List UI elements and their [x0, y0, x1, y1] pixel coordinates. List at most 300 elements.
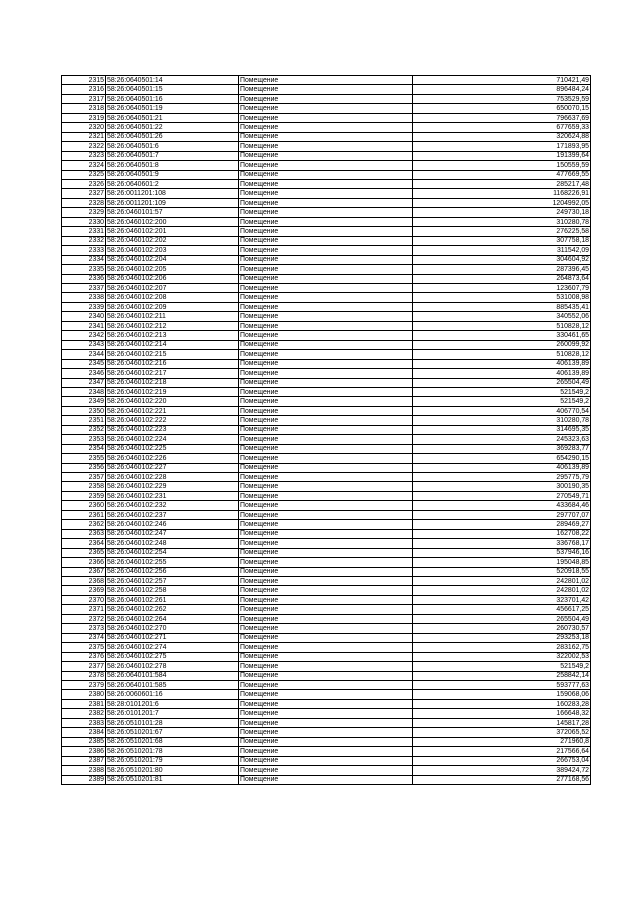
object-type: Помещение — [239, 577, 413, 586]
object-type: Помещение — [239, 775, 413, 784]
object-type: Помещение — [239, 94, 413, 103]
object-type: Помещение — [239, 586, 413, 595]
cadastral-number: 58:26:0460102:203 — [106, 246, 239, 255]
object-type: Помещение — [239, 444, 413, 453]
table-row — [62, 737, 591, 746]
cadastral-value: 266753,04 — [413, 756, 591, 765]
cadastral-number: 58:26:0460102:214 — [106, 340, 239, 349]
object-type: Помещение — [239, 416, 413, 425]
row-number: 2358 — [62, 482, 106, 491]
object-type: Помещение — [239, 463, 413, 472]
cadastral-number: 58:26:0460102:219 — [106, 387, 239, 396]
cadastral-number: 58:26:0510201:68 — [106, 737, 239, 746]
table-row — [62, 577, 591, 586]
row-number: 2389 — [62, 775, 106, 784]
cadastral-value: 245323,63 — [413, 435, 591, 444]
cadastral-number: 58:26:0640501:14 — [106, 76, 239, 85]
table-row — [62, 85, 591, 94]
object-type: Помещение — [239, 321, 413, 330]
cadastral-number: 58:26:0460102:274 — [106, 643, 239, 652]
cadastral-value: 310280,78 — [413, 416, 591, 425]
row-number: 2388 — [62, 766, 106, 775]
cadastral-value: 242801,02 — [413, 577, 591, 586]
row-number: 2375 — [62, 643, 106, 652]
table-row — [62, 766, 591, 775]
cadastral-value: 276225,58 — [413, 227, 591, 236]
row-number: 2360 — [62, 501, 106, 510]
table-row — [62, 123, 591, 132]
cadastral-value: 310280,78 — [413, 217, 591, 226]
row-number: 2326 — [62, 179, 106, 188]
cadastral-value: 520918,55 — [413, 567, 591, 576]
object-type: Помещение — [239, 737, 413, 746]
row-number: 2362 — [62, 520, 106, 529]
object-type: Помещение — [239, 633, 413, 642]
table-row — [62, 624, 591, 633]
table-row — [62, 265, 591, 274]
cadastral-number: 58:26:0510201:80 — [106, 766, 239, 775]
cadastral-number: 58:26:0510201:78 — [106, 747, 239, 756]
cadastral-value: 249730,18 — [413, 208, 591, 217]
cadastral-number: 58:26:0460102:231 — [106, 491, 239, 500]
cadastral-number: 58:26:0460102:278 — [106, 662, 239, 671]
cadastral-value: 753529,59 — [413, 94, 591, 103]
object-type: Помещение — [239, 85, 413, 94]
cadastral-value: 293253,18 — [413, 633, 591, 642]
object-type: Помещение — [239, 491, 413, 500]
row-number: 2373 — [62, 624, 106, 633]
cadastral-value: 537946,16 — [413, 548, 591, 557]
cadastral-value: 323701,42 — [413, 595, 591, 604]
table-row — [62, 614, 591, 623]
row-number: 2341 — [62, 321, 106, 330]
cadastral-value: 304604,92 — [413, 255, 591, 264]
table-row — [62, 255, 591, 264]
object-type: Помещение — [239, 208, 413, 217]
cadastral-number: 58:26:0460102:204 — [106, 255, 239, 264]
cadastral-number: 58:28:0101201:6 — [106, 699, 239, 708]
cadastral-value: 369283,77 — [413, 444, 591, 453]
table-row — [62, 586, 591, 595]
cadastral-number: 58:26:0460102:215 — [106, 350, 239, 359]
row-number: 2327 — [62, 189, 106, 198]
row-number: 2385 — [62, 737, 106, 746]
cadastral-number: 58:26:0640501:22 — [106, 123, 239, 132]
object-type: Помещение — [239, 113, 413, 122]
object-type: Помещение — [239, 198, 413, 207]
cadastral-number: 58:26:0460102:217 — [106, 369, 239, 378]
object-type: Помещение — [239, 501, 413, 510]
row-number: 2370 — [62, 595, 106, 604]
cadastral-value: 677659,33 — [413, 123, 591, 132]
cadastral-number: 58:26:0640501:15 — [106, 85, 239, 94]
cadastral-value: 285217,48 — [413, 179, 591, 188]
cadastral-value: 406770,54 — [413, 406, 591, 415]
cadastral-value: 330461,65 — [413, 331, 591, 340]
table-row — [62, 728, 591, 737]
cadastral-number: 58:26:0460102:226 — [106, 454, 239, 463]
object-type: Помещение — [239, 567, 413, 576]
cadastral-number: 58:26:0460102:228 — [106, 473, 239, 482]
cadastral-value: 885435,41 — [413, 302, 591, 311]
row-number: 2329 — [62, 208, 106, 217]
row-number: 2376 — [62, 652, 106, 661]
object-type: Помещение — [239, 709, 413, 718]
cadastral-value: 160283,28 — [413, 699, 591, 708]
cadastral-value: 650070,15 — [413, 104, 591, 113]
row-number: 2344 — [62, 350, 106, 359]
row-number: 2321 — [62, 132, 106, 141]
row-number: 2337 — [62, 283, 106, 292]
cadastral-value: 171893,95 — [413, 142, 591, 151]
table-row — [62, 520, 591, 529]
cadastral-value: 531008,98 — [413, 293, 591, 302]
row-number: 2316 — [62, 85, 106, 94]
table-row — [62, 548, 591, 557]
row-number: 2324 — [62, 161, 106, 170]
row-number: 2318 — [62, 104, 106, 113]
object-type: Помещение — [239, 766, 413, 775]
table-row — [62, 104, 591, 113]
row-number: 2322 — [62, 142, 106, 151]
table-row — [62, 558, 591, 567]
table-row — [62, 406, 591, 415]
row-number: 2368 — [62, 577, 106, 586]
cadastral-number: 58:26:0510201:67 — [106, 728, 239, 737]
object-type: Помещение — [239, 624, 413, 633]
object-type: Помещение — [239, 274, 413, 283]
row-number: 2382 — [62, 709, 106, 718]
table-row — [62, 274, 591, 283]
cadastral-number: 58:26:0460102:232 — [106, 501, 239, 510]
table-row — [62, 633, 591, 642]
object-type: Помещение — [239, 123, 413, 132]
cadastral-number: 58:26:0460102:227 — [106, 463, 239, 472]
cadastral-number: 58:26:0460102:271 — [106, 633, 239, 642]
table-row — [62, 718, 591, 727]
object-type: Помещение — [239, 142, 413, 151]
row-number: 2369 — [62, 586, 106, 595]
table-row — [62, 283, 591, 292]
cadastral-number: 58:26:0640501:19 — [106, 104, 239, 113]
row-number: 2381 — [62, 699, 106, 708]
row-number: 2365 — [62, 548, 106, 557]
cadastral-number: 58:26:0510201:81 — [106, 775, 239, 784]
cadastral-value: 297707,07 — [413, 510, 591, 519]
cadastral-number: 58:26:0460102:213 — [106, 331, 239, 340]
object-type: Помещение — [239, 595, 413, 604]
cadastral-value: 433684,46 — [413, 501, 591, 510]
cadastral-value: 258842,14 — [413, 671, 591, 680]
cadastral-number: 58:26:0460102:261 — [106, 595, 239, 604]
row-number: 2384 — [62, 728, 106, 737]
table-row — [62, 359, 591, 368]
object-type: Помещение — [239, 671, 413, 680]
table-row — [62, 435, 591, 444]
table-row — [62, 529, 591, 538]
row-number: 2350 — [62, 406, 106, 415]
cadastral-value: 300190,35 — [413, 482, 591, 491]
row-number: 2331 — [62, 227, 106, 236]
cadastral-number: 58:26:0640501:9 — [106, 170, 239, 179]
object-type: Помещение — [239, 473, 413, 482]
row-number: 2374 — [62, 633, 106, 642]
row-number: 2325 — [62, 170, 106, 179]
object-type: Помещение — [239, 378, 413, 387]
object-type: Помещение — [239, 681, 413, 690]
row-number: 2339 — [62, 302, 106, 311]
cadastral-number: 58:26:0460102:216 — [106, 359, 239, 368]
row-number: 2320 — [62, 123, 106, 132]
row-number: 2363 — [62, 529, 106, 538]
table-row — [62, 491, 591, 500]
cadastral-value: 510828,12 — [413, 321, 591, 330]
cadastral-value: 311542,09 — [413, 246, 591, 255]
object-type: Помещение — [239, 161, 413, 170]
cadastral-number: 58:26:0460102:202 — [106, 236, 239, 245]
table-row — [62, 321, 591, 330]
table-row — [62, 671, 591, 680]
object-type: Помещение — [239, 728, 413, 737]
cadastral-value: 265504,49 — [413, 378, 591, 387]
cadastral-number: 58:26:0460102:237 — [106, 510, 239, 519]
table-row — [62, 501, 591, 510]
cadastral-value: 287396,45 — [413, 265, 591, 274]
cadastral-number: 58:26:0011201:109 — [106, 198, 239, 207]
row-number: 2346 — [62, 369, 106, 378]
cadastral-value: 521549,2 — [413, 387, 591, 396]
cadastral-number: 58:26:0460102:270 — [106, 624, 239, 633]
object-type: Помещение — [239, 690, 413, 699]
table-row — [62, 756, 591, 765]
cadastral-number: 58:26:0510201:79 — [106, 756, 239, 765]
object-type: Помещение — [239, 520, 413, 529]
table-row — [62, 662, 591, 671]
cadastral-value: 265504,49 — [413, 614, 591, 623]
row-number: 2352 — [62, 425, 106, 434]
object-type: Помещение — [239, 435, 413, 444]
cadastral-number: 58:26:0640601:2 — [106, 179, 239, 188]
cadastral-number: 58:26:0460102:257 — [106, 577, 239, 586]
table-row — [62, 681, 591, 690]
cadastral-number: 58:26:0460101:57 — [106, 208, 239, 217]
object-type: Помещение — [239, 359, 413, 368]
object-type: Помещение — [239, 643, 413, 652]
table-row — [62, 416, 591, 425]
row-number: 2361 — [62, 510, 106, 519]
cadastral-value: 260730,57 — [413, 624, 591, 633]
table-row — [62, 302, 591, 311]
table-row — [62, 227, 591, 236]
cadastral-value: 162708,22 — [413, 529, 591, 538]
object-type: Помещение — [239, 350, 413, 359]
cadastral-number: 58:26:0460102:262 — [106, 605, 239, 614]
cadastral-value: 289469,27 — [413, 520, 591, 529]
row-number: 2343 — [62, 340, 106, 349]
row-number: 2355 — [62, 454, 106, 463]
row-number: 2317 — [62, 94, 106, 103]
cadastral-number: 58:26:0460102:222 — [106, 416, 239, 425]
cadastral-number: 58:26:0640501:7 — [106, 151, 239, 160]
cadastral-value: 406139,89 — [413, 359, 591, 368]
table-row — [62, 643, 591, 652]
table-row — [62, 151, 591, 160]
cadastral-number: 58:26:0460102:221 — [106, 406, 239, 415]
cadastral-value: 270549,71 — [413, 491, 591, 500]
cadastral-value: 242801,02 — [413, 586, 591, 595]
table-row — [62, 595, 591, 604]
row-number: 2378 — [62, 671, 106, 680]
table-row — [62, 132, 591, 141]
cadastral-number: 58:26:0460102:205 — [106, 265, 239, 274]
table-row — [62, 208, 591, 217]
table-row — [62, 510, 591, 519]
table-row — [62, 652, 591, 661]
cadastral-number: 58:26:0460102:248 — [106, 539, 239, 548]
object-type: Помещение — [239, 331, 413, 340]
table-row — [62, 699, 591, 708]
row-number: 2342 — [62, 331, 106, 340]
table-row — [62, 350, 591, 359]
cadastral-number: 58:26:0460102:201 — [106, 227, 239, 236]
object-type: Помещение — [239, 340, 413, 349]
row-number: 2323 — [62, 151, 106, 160]
row-number: 2379 — [62, 681, 106, 690]
cadastral-number: 58:26:0460102:220 — [106, 397, 239, 406]
cadastral-number: 58:26:0101201:7 — [106, 709, 239, 718]
table-row — [62, 463, 591, 472]
cadastral-value: 593777,63 — [413, 681, 591, 690]
cadastral-number: 58:26:0460102:264 — [106, 614, 239, 623]
row-number: 2371 — [62, 605, 106, 614]
cadastral-number: 58:26:0640101:585 — [106, 681, 239, 690]
object-type: Помещение — [239, 255, 413, 264]
cadastral-number: 58:26:0460102:223 — [106, 425, 239, 434]
cadastral-number: 58:26:0460102:254 — [106, 548, 239, 557]
table-row — [62, 473, 591, 482]
object-type: Помещение — [239, 756, 413, 765]
row-number: 2335 — [62, 265, 106, 274]
object-type: Помещение — [239, 227, 413, 236]
table-row — [62, 482, 591, 491]
object-type: Помещение — [239, 529, 413, 538]
object-type: Помещение — [239, 151, 413, 160]
row-number: 2353 — [62, 435, 106, 444]
table-row — [62, 76, 591, 85]
table-row — [62, 217, 591, 226]
cadastral-number: 58:26:0640501:6 — [106, 142, 239, 151]
row-number: 2319 — [62, 113, 106, 122]
object-type: Помещение — [239, 510, 413, 519]
cadastral-number: 58:26:0460102:224 — [106, 435, 239, 444]
cadastral-number: 58:26:0640501:21 — [106, 113, 239, 122]
table-row — [62, 340, 591, 349]
table-row — [62, 142, 591, 151]
cadastral-value: 510828,12 — [413, 350, 591, 359]
row-number: 2338 — [62, 293, 106, 302]
row-number: 2334 — [62, 255, 106, 264]
table-row — [62, 747, 591, 756]
object-type: Помещение — [239, 217, 413, 226]
cadastral-value: 654290,15 — [413, 454, 591, 463]
cadastral-value: 150559,59 — [413, 161, 591, 170]
table-row — [62, 312, 591, 321]
table-row — [62, 567, 591, 576]
table-row — [62, 179, 591, 188]
row-number: 2354 — [62, 444, 106, 453]
row-number: 2383 — [62, 718, 106, 727]
table-row — [62, 775, 591, 784]
table-row — [62, 387, 591, 396]
cadastral-value: 195048,85 — [413, 558, 591, 567]
object-type: Помещение — [239, 104, 413, 113]
row-number: 2357 — [62, 473, 106, 482]
cadastral-value: 1168226,91 — [413, 189, 591, 198]
cadastral-value: 1204992,05 — [413, 198, 591, 207]
table-row — [62, 539, 591, 548]
cadastral-value: 320624,88 — [413, 132, 591, 141]
row-number: 2372 — [62, 614, 106, 623]
cadastral-value: 406139,89 — [413, 369, 591, 378]
row-number: 2330 — [62, 217, 106, 226]
object-type: Помещение — [239, 558, 413, 567]
cadastral-value: 389424,72 — [413, 766, 591, 775]
cadastral-value: 217566,64 — [413, 747, 591, 756]
table-row — [62, 113, 591, 122]
cadastral-value: 477669,55 — [413, 170, 591, 179]
cadastral-number: 58:26:0460102:229 — [106, 482, 239, 491]
object-type: Помещение — [239, 539, 413, 548]
object-type: Помещение — [239, 265, 413, 274]
table-row — [62, 246, 591, 255]
object-type: Помещение — [239, 548, 413, 557]
cadastral-value: 260099,92 — [413, 340, 591, 349]
cadastral-value: 340552,06 — [413, 312, 591, 321]
object-type: Помещение — [239, 189, 413, 198]
cadastral-number: 58:26:0460102:255 — [106, 558, 239, 567]
row-number: 2359 — [62, 491, 106, 500]
table-row — [62, 397, 591, 406]
object-type: Помещение — [239, 369, 413, 378]
cadastral-number: 58:26:0460102:256 — [106, 567, 239, 576]
cadastral-number: 58:26:0460102:208 — [106, 293, 239, 302]
cadastral-number: 58:26:0460102:218 — [106, 378, 239, 387]
row-number: 2336 — [62, 274, 106, 283]
cadastral-number: 58:26:0460102:207 — [106, 283, 239, 292]
cadastral-number: 58:26:0460102:200 — [106, 217, 239, 226]
table-body — [62, 76, 591, 785]
row-number: 2356 — [62, 463, 106, 472]
row-number: 2333 — [62, 246, 106, 255]
object-type: Помещение — [239, 482, 413, 491]
cadastral-value: 322002,53 — [413, 652, 591, 661]
cadastral-number: 58:26:0460102:211 — [106, 312, 239, 321]
object-type: Помещение — [239, 283, 413, 292]
object-type: Помещение — [239, 747, 413, 756]
object-type: Помещение — [239, 614, 413, 623]
row-number: 2340 — [62, 312, 106, 321]
row-number: 2345 — [62, 359, 106, 368]
row-number: 2366 — [62, 558, 106, 567]
table-row — [62, 605, 591, 614]
cadastral-number: 58:26:0060601:16 — [106, 690, 239, 699]
cadastral-value: 166648,32 — [413, 709, 591, 718]
object-type: Помещение — [239, 170, 413, 179]
object-type: Помещение — [239, 699, 413, 708]
cadastral-number: 58:26:0460102:247 — [106, 529, 239, 538]
cadastral-number: 58:26:0460102:209 — [106, 302, 239, 311]
cadastral-value: 295775,79 — [413, 473, 591, 482]
